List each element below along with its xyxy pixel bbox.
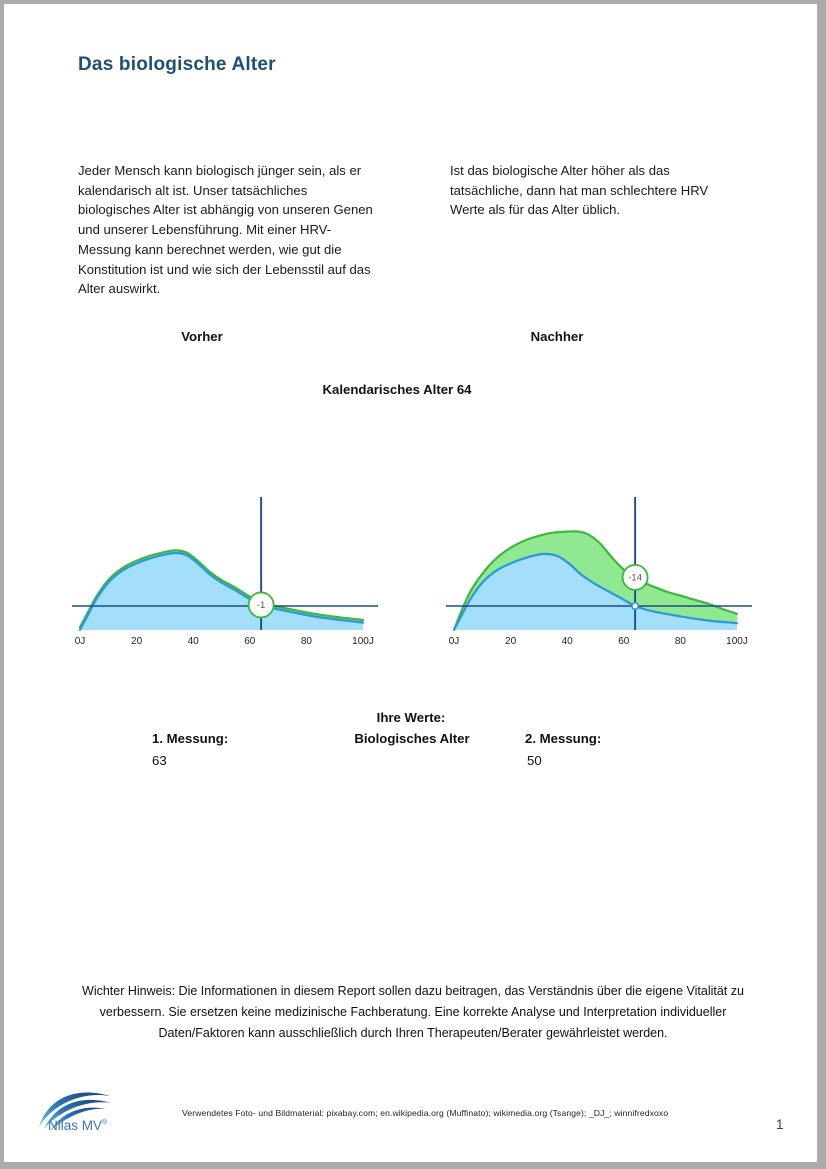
attribution-text: Verwendetes Foto- und Bildmaterial: pixabay.com; en.wikipedia.org (Muffinato); wikimedia.org (Tsange); _DJ_; winnifredxoxo (182, 1108, 669, 1118)
measurement2-label: 2. Messung: (525, 731, 602, 746)
x-tick-label: 80 (300, 636, 312, 647)
x-tick-label: 20 (505, 636, 517, 647)
chart-vorher (70, 488, 380, 650)
age-difference-value: -1 (256, 600, 266, 612)
x-tick-label: 0J (448, 636, 460, 647)
svg-text:Nilas MV® (48, 1118, 108, 1133)
logo-trademark: ® (102, 1119, 108, 1126)
x-tick-label: 0J (74, 636, 86, 647)
x-tick-label: 80 (674, 636, 686, 647)
x-tick-label: 100J (352, 636, 374, 647)
chart-label-vorher: Vorher (181, 329, 223, 344)
nilas-mv-logo (36, 1086, 116, 1138)
x-tick-label: 40 (187, 636, 199, 647)
x-tick-label: 40 (561, 636, 573, 647)
disclaimer-text: Wichter Hinweis: Die Informationen in diesem Report sollen dazu beitragen, das Verständnis über die eigene Vitalität zu verbessern. Sie ersetzen keine medizinische Fachberatung. Eine korrekte Analyse und Interpretation individueller Daten/Faktoren kann ausschließlich durch Ihren Therapeuten/Berater gewährleistet werden. (82, 984, 744, 1040)
x-tick-label: 100J (726, 636, 748, 647)
intro-paragraph-left: Jeder Mensch kann biologisch jünger sein, als er kalendarisch alt ist. Unser tatsächliches biologisches Alter ist abhängig von unseren Genen und unserer Lebensführung. Mit einer HRV-Messung kann berechnet werden, wie gut die Konstitution ist und wie sich der Lebensstil auf das Alter auswirkt. (78, 163, 373, 297)
baseline-dot (632, 603, 638, 609)
age-difference-value: -14 (628, 572, 642, 584)
logo-text: Nilas MV (48, 1118, 103, 1133)
logo-swoosh-icon (36, 1086, 116, 1138)
intro-paragraph-right: Ist das biologische Alter höher als das tatsächliche, dann hat man schlechtere HRV Werte als für das Alter üblich. (450, 163, 709, 218)
page-title: Das biologische Alter (78, 54, 276, 75)
x-tick-label: 20 (131, 636, 143, 647)
measurement1-value: 63 (152, 753, 167, 768)
measurement2-value: 50 (527, 753, 542, 768)
values-heading: Ihre Werte: (376, 710, 446, 725)
x-tick-label: 60 (244, 636, 256, 647)
page-number: 1 (776, 1117, 784, 1132)
chart-nachher (444, 488, 754, 650)
measurement1-label: 1. Messung: (152, 731, 229, 746)
calendar-age-label: Kalendarisches Alter 64 (322, 382, 472, 397)
biological-age-label: Biologisches Alter (354, 731, 470, 746)
x-tick-label: 60 (618, 636, 630, 647)
chart-label-nachher: Nachher (530, 329, 584, 344)
